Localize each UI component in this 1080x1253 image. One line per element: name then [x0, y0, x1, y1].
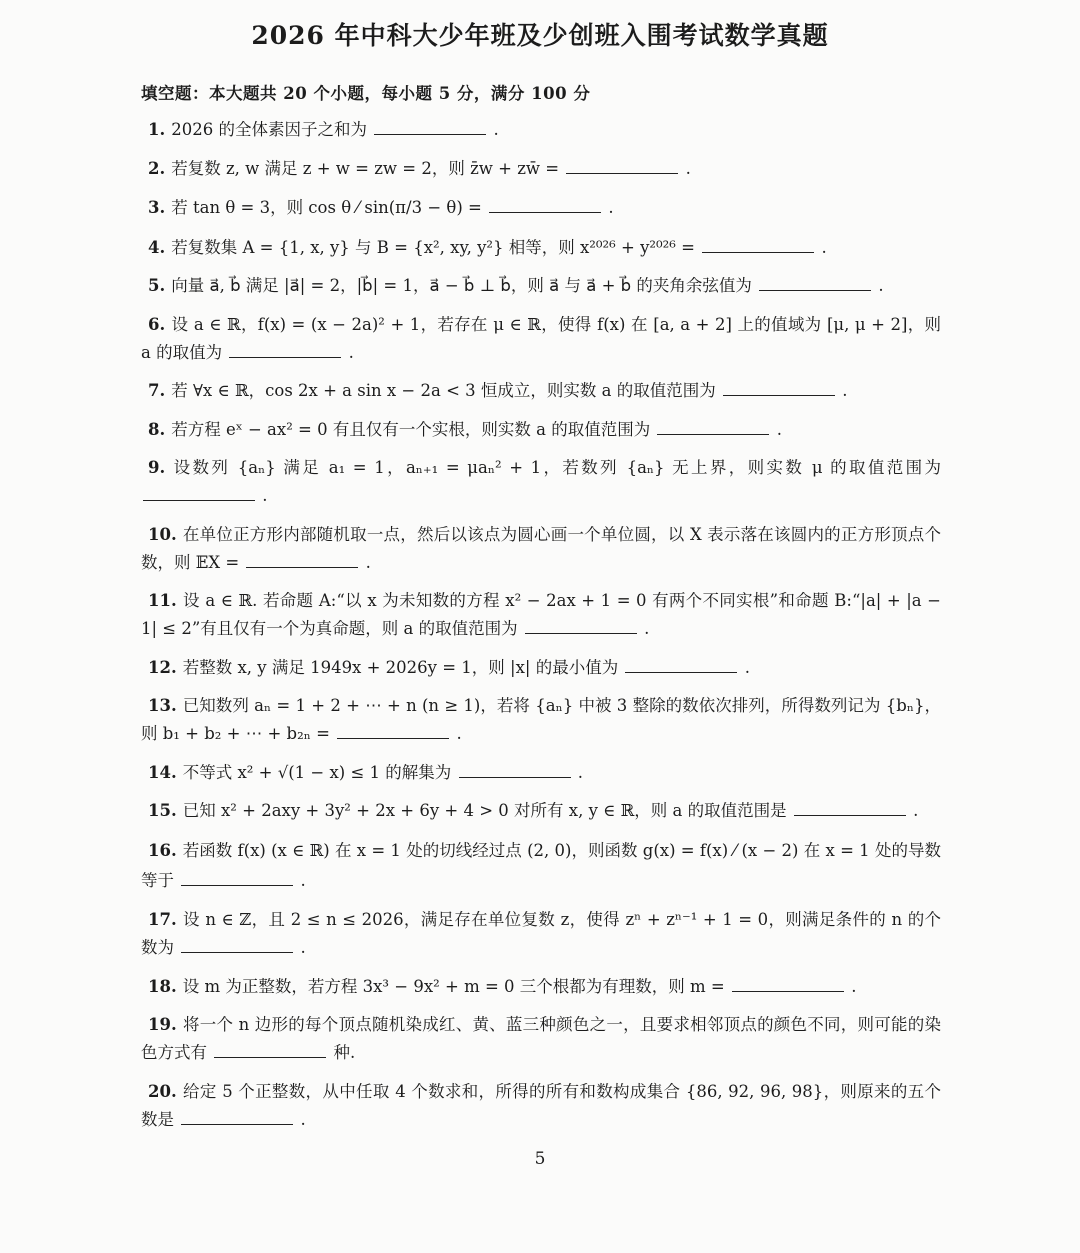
problem-ending: . — [842, 381, 848, 400]
answer-blank — [794, 814, 906, 816]
problem-text: 已知数列 aₙ = 1 + 2 + ⋯ + n (n ≥ 1)，若将 {aₙ} 中被 3 整除的数依次排列，所得数列记为 {bₙ}，则 b₁ + b₂ + ⋯ + b₂ₙ = — [141, 696, 941, 743]
problem-number: 13. — [148, 696, 177, 715]
problem-number: 20. — [148, 1081, 177, 1101]
problem-item — [141, 906, 941, 962]
problem-text: 若函数 f(x) (x ∈ ℝ) 在 x = 1 处的切线经过点 (2, 0)，则函数 g(x) = f(x) ⁄ (x − 2) 在 x = 1 处的导数等于 — [141, 840, 941, 890]
problem-list — [141, 116, 941, 1144]
problem-number: 6. — [148, 314, 166, 334]
answer-blank — [657, 433, 769, 435]
problem-text: 设 a ∈ ℝ，f(x) = (x − 2a)² + 1，若存在 μ ∈ ℝ，使得 f(x) 在 [a, a + 2] 上的值域为 [μ, μ + 2]，则 a 的取值为 — [141, 314, 941, 362]
problem-ending: . — [851, 976, 857, 996]
problem-ending: . — [300, 870, 306, 890]
answer-blank — [337, 737, 449, 739]
problem-ending: . — [685, 158, 691, 178]
problem-item — [141, 155, 941, 183]
answer-blank — [181, 1123, 293, 1125]
problem-text: 已知 x² + 2axy + 3y² + 2x + 6y + 4 > 0 对所有 x, y ∈ ℝ，则 a 的取值范围是 — [182, 801, 787, 820]
answer-blank — [759, 289, 871, 291]
problem-text: 若 ∀x ∈ ℝ，cos 2x + a sin x − 2a < 3 恒成立，则实数 a 的取值范围为 — [171, 381, 716, 400]
problem-number: 14. — [148, 762, 177, 782]
problem-ending: . — [577, 762, 584, 782]
problem-ending: . — [744, 657, 750, 677]
problem-ending: . — [300, 938, 306, 957]
answer-blank — [566, 172, 678, 174]
problem-item — [141, 416, 941, 444]
problem-ending: . — [821, 237, 827, 257]
problem-text: 设 n ∈ ℤ，且 2 ≤ n ≤ 2026，满足存在单位复数 z，使得 zⁿ + zⁿ⁻¹ + 1 = 0，则满足条件的 n 的个数为 — [141, 910, 941, 957]
problem-item — [141, 692, 941, 748]
problem-item — [141, 193, 941, 223]
problem-text: 若方程 eˣ − ax² = 0 有且仅有一个实根，则实数 a 的取值范围为 — [171, 419, 651, 439]
answer-blank — [229, 356, 341, 358]
problem-ending: . — [348, 342, 354, 362]
problem-text: 若复数集 A = {1, x, y} 与 B = {x², xy, y²} 相等，则 x²⁰²⁶ + y²⁰²⁶ = — [171, 237, 695, 257]
problem-item — [141, 311, 941, 367]
problem-number: 11. — [148, 591, 177, 610]
problem-number: 10. — [148, 524, 177, 544]
problem-item — [141, 272, 941, 300]
problem-number: 16. — [148, 840, 177, 860]
problem-number: 5. — [148, 276, 166, 295]
problem-ending: . — [456, 724, 462, 743]
answer-blank — [214, 1056, 326, 1058]
problem-item — [141, 587, 941, 643]
problem-item — [141, 1078, 941, 1134]
answer-blank — [181, 951, 293, 953]
problem-number: 19. — [148, 1015, 177, 1034]
problem-item — [141, 377, 941, 405]
problem-item — [141, 836, 941, 896]
answer-blank — [489, 211, 601, 213]
page-title: 2026 年中科大少年班及少创班入围考试数学真题 — [251, 21, 829, 50]
problem-ending: 种. — [333, 1043, 356, 1062]
problem-ending: . — [913, 801, 919, 820]
problem-item — [141, 234, 941, 262]
problem-item — [141, 759, 941, 787]
page-number: 5 — [534, 1149, 546, 1169]
problem-item — [141, 454, 941, 510]
problem-text: 给定 5 个正整数，从中任取 4 个数求和，所得的所有和数构成集合 {86, 92, 96, 98}，则原来的五个数是 — [141, 1081, 941, 1129]
problem-item — [141, 797, 941, 825]
problem-item — [141, 1011, 941, 1067]
section-instructions: 填空题：本大题共 20 个小题，每小题 5 分，满分 100 分 — [141, 84, 591, 103]
problem-ending: . — [608, 198, 614, 217]
problem-number: 2. — [148, 158, 166, 178]
problem-ending: . — [493, 120, 499, 139]
problem-text: 向量 a⃗, b⃗ 满足 |a⃗| = 2，|b⃗| = 1，a⃗ − b⃗ ⊥ b⃗，则 a⃗ 与 a⃗ + b⃗ 的夹角余弦值为 — [171, 276, 752, 295]
answer-blank — [143, 499, 255, 501]
answer-blank — [702, 251, 814, 253]
problem-text: 设数列 {aₙ} 满足 a₁ = 1，aₙ₊₁ = μaₙ² + 1，若数列 {aₙ} 无上界，则实数 μ 的取值范围为 — [171, 458, 941, 477]
problem-ending: . — [644, 619, 650, 638]
problem-number: 4. — [148, 237, 166, 257]
answer-blank — [625, 671, 737, 673]
problem-number: 7. — [148, 381, 166, 400]
answer-blank — [525, 632, 637, 634]
problem-text: 在单位正方形内部随机取一点，然后以该点为圆心画一个单位圆，以 X 表示落在该圆内的正方形顶点个数，则 𝔼X = — [141, 524, 941, 572]
answer-blank — [374, 133, 486, 135]
problem-number: 8. — [148, 419, 166, 439]
problem-ending: . — [300, 1109, 306, 1129]
answer-blank — [732, 990, 844, 992]
problem-number: 15. — [148, 801, 177, 820]
problem-ending: . — [262, 486, 268, 505]
problem-number: 1. — [148, 120, 166, 139]
problem-text: 将一个 n 边形的每个顶点随机染成红、黄、蓝三种颜色之一，且要求相邻顶点的颜色不同，则可能的染色方式有 — [141, 1015, 941, 1062]
answer-blank — [459, 776, 571, 778]
problem-text: 若复数 z, w 满足 z + w = zw = 2，则 z̄w + zw̄ = — [171, 158, 560, 178]
problem-text: 设 a ∈ ℝ. 若命题 A:“以 x 为未知数的方程 x² − 2ax + 1 = 0 有两个不同实根”和命题 B:“|a| + |a − 1| ≤ 2”有且仅有一个为真命题，则 a 的取值范围为 — [141, 591, 941, 638]
problem-text: 若 tan θ = 3，则 cos θ ⁄ sin(π/3 − θ) = — [171, 198, 482, 217]
problem-number: 3. — [148, 198, 166, 217]
problem-text: 2026 的全体素因子之和为 — [171, 120, 367, 139]
problem-item — [141, 116, 941, 144]
problem-ending: . — [776, 419, 782, 439]
answer-blank — [246, 566, 358, 568]
problem-item — [141, 654, 941, 682]
answer-blank — [181, 884, 293, 886]
problem-ending: . — [365, 552, 371, 572]
problem-ending: . — [878, 276, 884, 295]
problem-number: 18. — [148, 976, 177, 996]
problem-number: 9. — [148, 458, 166, 477]
problem-text: 设 m 为正整数，若方程 3x³ − 9x² + m = 0 三个根都为有理数，则 m = — [182, 976, 725, 996]
problem-number: 12. — [148, 657, 177, 677]
problem-text: 不等式 x² + √(1 − x) ≤ 1 的解集为 — [182, 762, 452, 782]
answer-blank — [723, 394, 835, 396]
problem-item — [141, 521, 941, 577]
problem-number: 17. — [148, 910, 177, 929]
problem-text: 若整数 x, y 满足 1949x + 2026y = 1，则 |x| 的最小值为 — [182, 657, 619, 677]
problem-item — [141, 973, 941, 1001]
